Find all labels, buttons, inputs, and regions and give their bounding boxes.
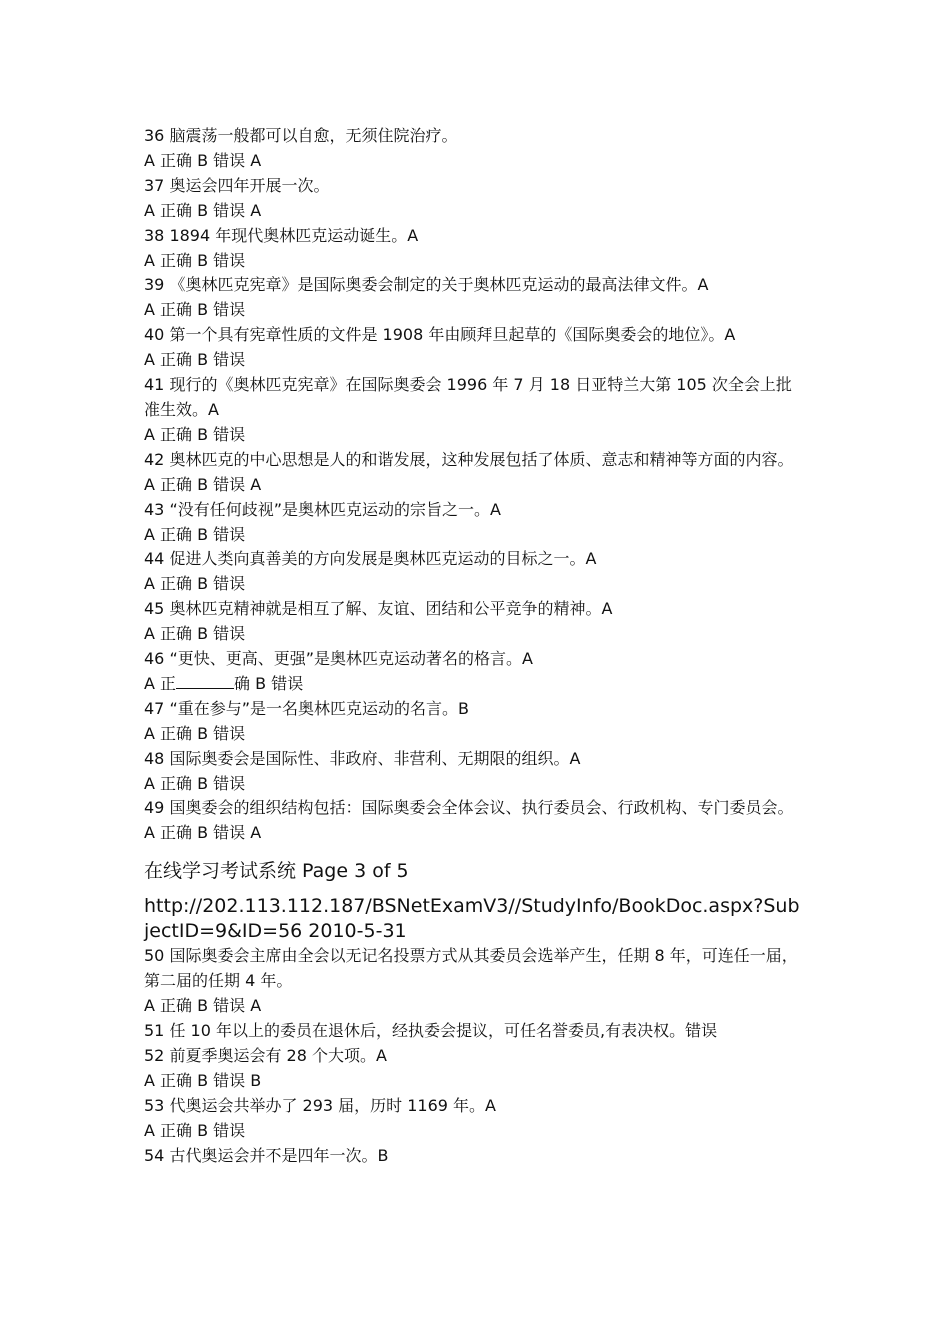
document-page [144, 124, 804, 1168]
answer-options: A 正确 B 错误 A [144, 823, 262, 843]
answer-options: A 正确 B 错误 [144, 624, 246, 644]
question-text: 44 促进人类向真善美的方向发展是奥林匹克运动的目标之一。A [144, 549, 597, 569]
question-text: 50 国际奥委会主席由全会以无记名投票方式从其委员会选举产生，任期 8 年，可连任一届，第二届的任期 4 年。 [144, 946, 798, 991]
print-header [144, 858, 804, 944]
print-header-url: http://202.113.112.187/BSNetExamV3//StudyInfo/BookDoc.aspx?SubjectID=9&ID=56 2010-5-31 [144, 895, 800, 943]
underline-blank [176, 674, 234, 689]
question-text: 47 “重在参与”是一名奥林匹克运动的名言。B [144, 698, 470, 718]
answer-options: A 正确 B 错误 [144, 723, 246, 743]
answer-options: A 正确 B 错误 [144, 250, 246, 270]
answer-options-prefix: A 正 [144, 673, 177, 693]
answer-options: A 正确 B 错误 [144, 350, 246, 370]
answer-options: A 正确 B 错误 [144, 424, 246, 444]
answer-options: A 正确 B 错误 [144, 1120, 246, 1140]
question-text: 52 前夏季奥运会有 28 个大项。A [144, 1045, 387, 1065]
answer-options: A 正确 B 错误 [144, 300, 246, 320]
question-list-part2 [144, 944, 804, 1168]
answer-options: A 正确 B 错误 A [144, 200, 262, 220]
print-header-title: 在线学习考试系统 Page 3 of 5 [144, 860, 409, 883]
answer-options: A 正确 B 错误 [144, 574, 246, 594]
question-text: 48 国际奥委会是国际性、非政府、非营利、无期限的组织。A [144, 748, 581, 768]
question-text: 37 奥运会四年开展一次。 [144, 175, 330, 195]
answer-options-suffix: 确 B 错误 [234, 673, 304, 693]
answer-options: A 正确 B 错误 [144, 773, 246, 793]
answer-options: A 正确 B 错误 [144, 524, 246, 544]
answer-options: A 正确 B 错误 A [144, 474, 262, 494]
answer-options: A 正确 B 错误 B [144, 1070, 262, 1090]
question-text: 54 古代奥运会并不是四年一次。B [144, 1145, 389, 1165]
question-text: 46 “更快、更高、更强”是奥林匹克运动著名的格言。A [144, 649, 533, 669]
question-text: 42 奥林匹克的中心思想是人的和谐发展，这种发展包括了体质、意志和精神等方面的内容。 [144, 449, 794, 469]
question-text: 53 代奥运会共举办了 293 届，历时 1169 年。A [144, 1095, 496, 1115]
answer-options: A 正确 B 错误 A [144, 996, 262, 1016]
question-text: 45 奥林匹克精神就是相互了解、友谊、团结和公平竞争的精神。A [144, 599, 613, 619]
question-text: 36 脑震荡一般都可以自愈，无须住院治疗。 [144, 126, 458, 145]
question-text: 38 1894 年现代奥林匹克运动诞生。A [144, 225, 419, 245]
question-text: 51 任 10 年以上的委员在退休后，经执委会提议，可任名誉委员,有表决权。错误 [144, 1021, 718, 1040]
answer-options [144, 672, 804, 697]
question-text: 49 国奥委会的组织结构包括：国际奥委会全体会议、执行委员会、行政机构、专门委员会。 [144, 798, 794, 818]
question-text: 40 第一个具有宪章性质的文件是 1908 年由顾拜旦起草的《国际奥委会的地位》。A [144, 325, 736, 345]
question-list-part1 [144, 124, 804, 846]
question-text: 41 现行的《奥林匹克宪章》在国际奥委会 1996 年 7 月 18 日亚特兰大第 105 次全会上批准生效。A [144, 375, 792, 419]
question-text: 39 《奥林匹克宪章》是国际奥委会制定的关于奥林匹克运动的最高法律文件。A [144, 275, 709, 295]
question-text: 43 “没有任何歧视”是奥林匹克运动的宗旨之一。A [144, 499, 501, 519]
answer-options: A 正确 B 错误 A [144, 150, 262, 170]
